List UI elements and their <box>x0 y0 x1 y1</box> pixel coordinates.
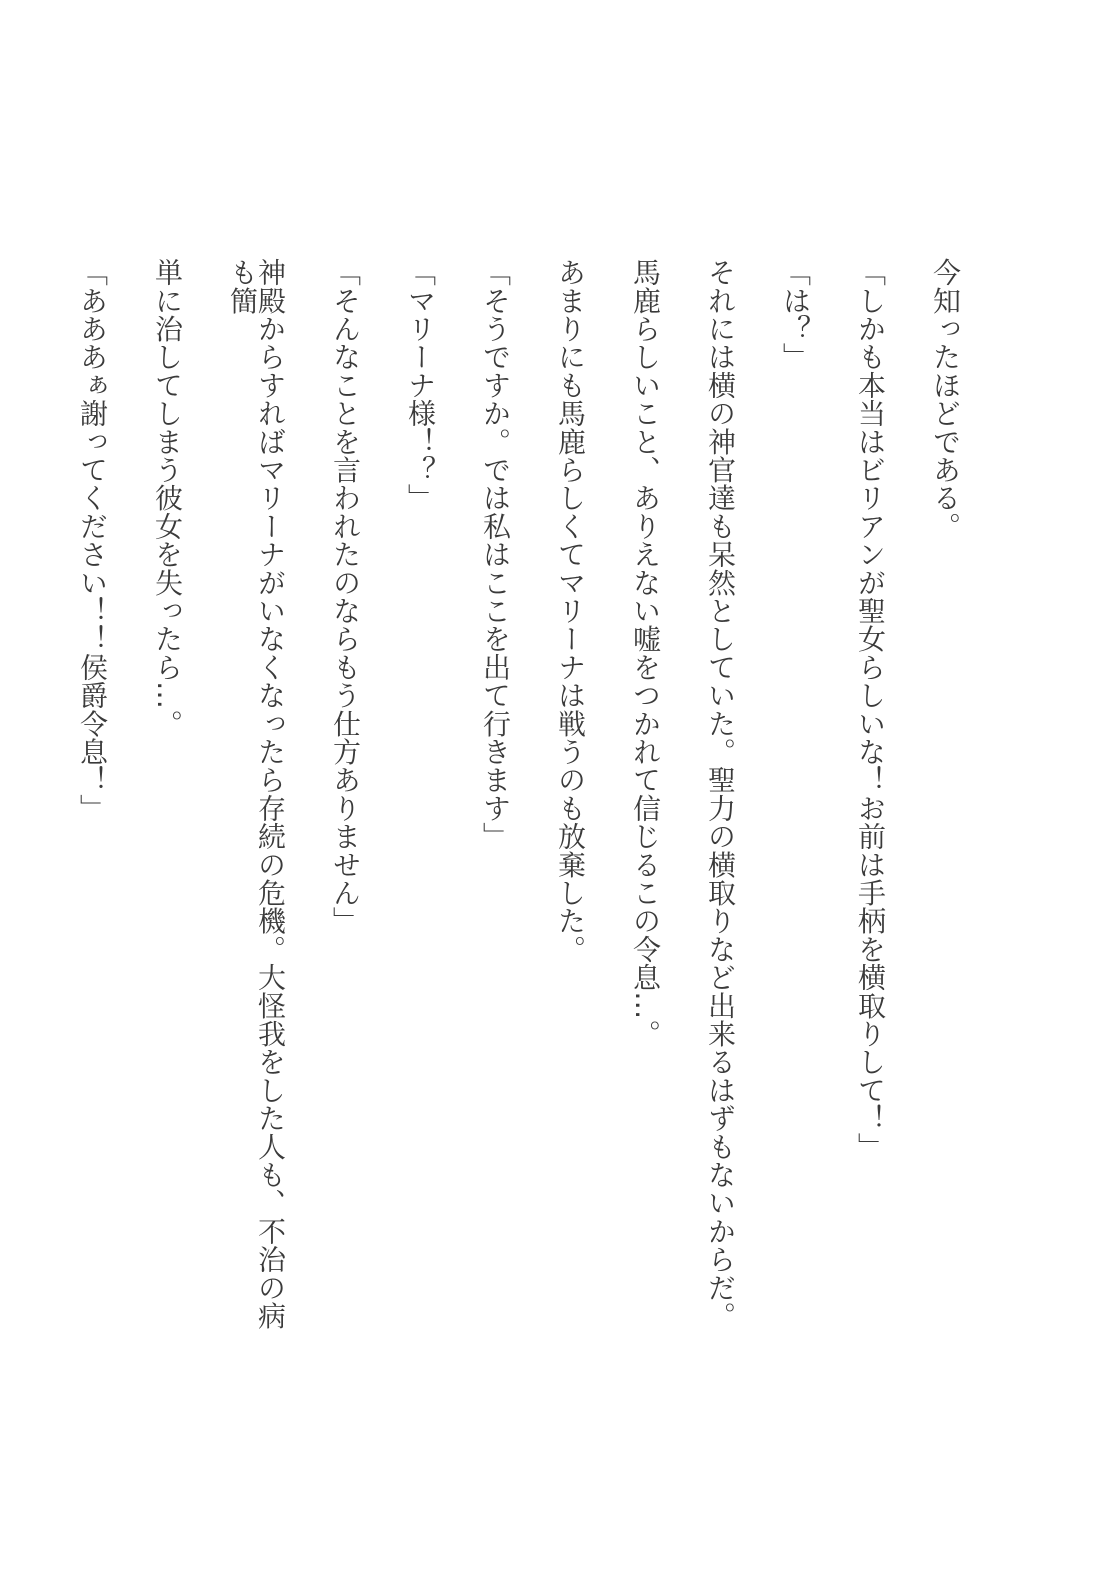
vertical-text-body <box>76 258 962 1348</box>
text-line-6: あまりにも馬鹿らしくてマリーナは戦うのも放棄した。 <box>554 258 587 963</box>
text-line-4: それには横の神官達も呆然としていた。聖力の横取りなど出来るはずもないからだ。 <box>704 258 737 1330</box>
text-line-3: 「は？」 <box>779 258 812 371</box>
text-line-7: 「そうですか。では私はここを出て行きます」 <box>479 258 512 851</box>
text-line-9: 「そんなことを言われたのならもう仕方ありません」 <box>329 258 362 935</box>
text-line-1: 今知ったほどである。 <box>929 258 962 540</box>
text-line-12: 「あああぁ謝ってください！！侯爵令息！」 <box>76 258 109 822</box>
text-line-11: 単に治してしまう彼女を失ったら…。 <box>151 258 184 738</box>
text-line-8: 「マリーナ様！？」 <box>404 258 437 512</box>
text-line-10: 神殿からすればマリーナがいなくなったら存続の危機。大怪我をした人も、不治の病も簡 <box>226 258 287 1330</box>
text-line-2: 「しかも本当はビリアンが聖女らしいな！お前は手柄を横取りして！」 <box>854 258 887 1161</box>
text-line-5: 馬鹿らしいこと、ありえない嘘をつかれて信じるこの令息…。 <box>629 258 662 1048</box>
